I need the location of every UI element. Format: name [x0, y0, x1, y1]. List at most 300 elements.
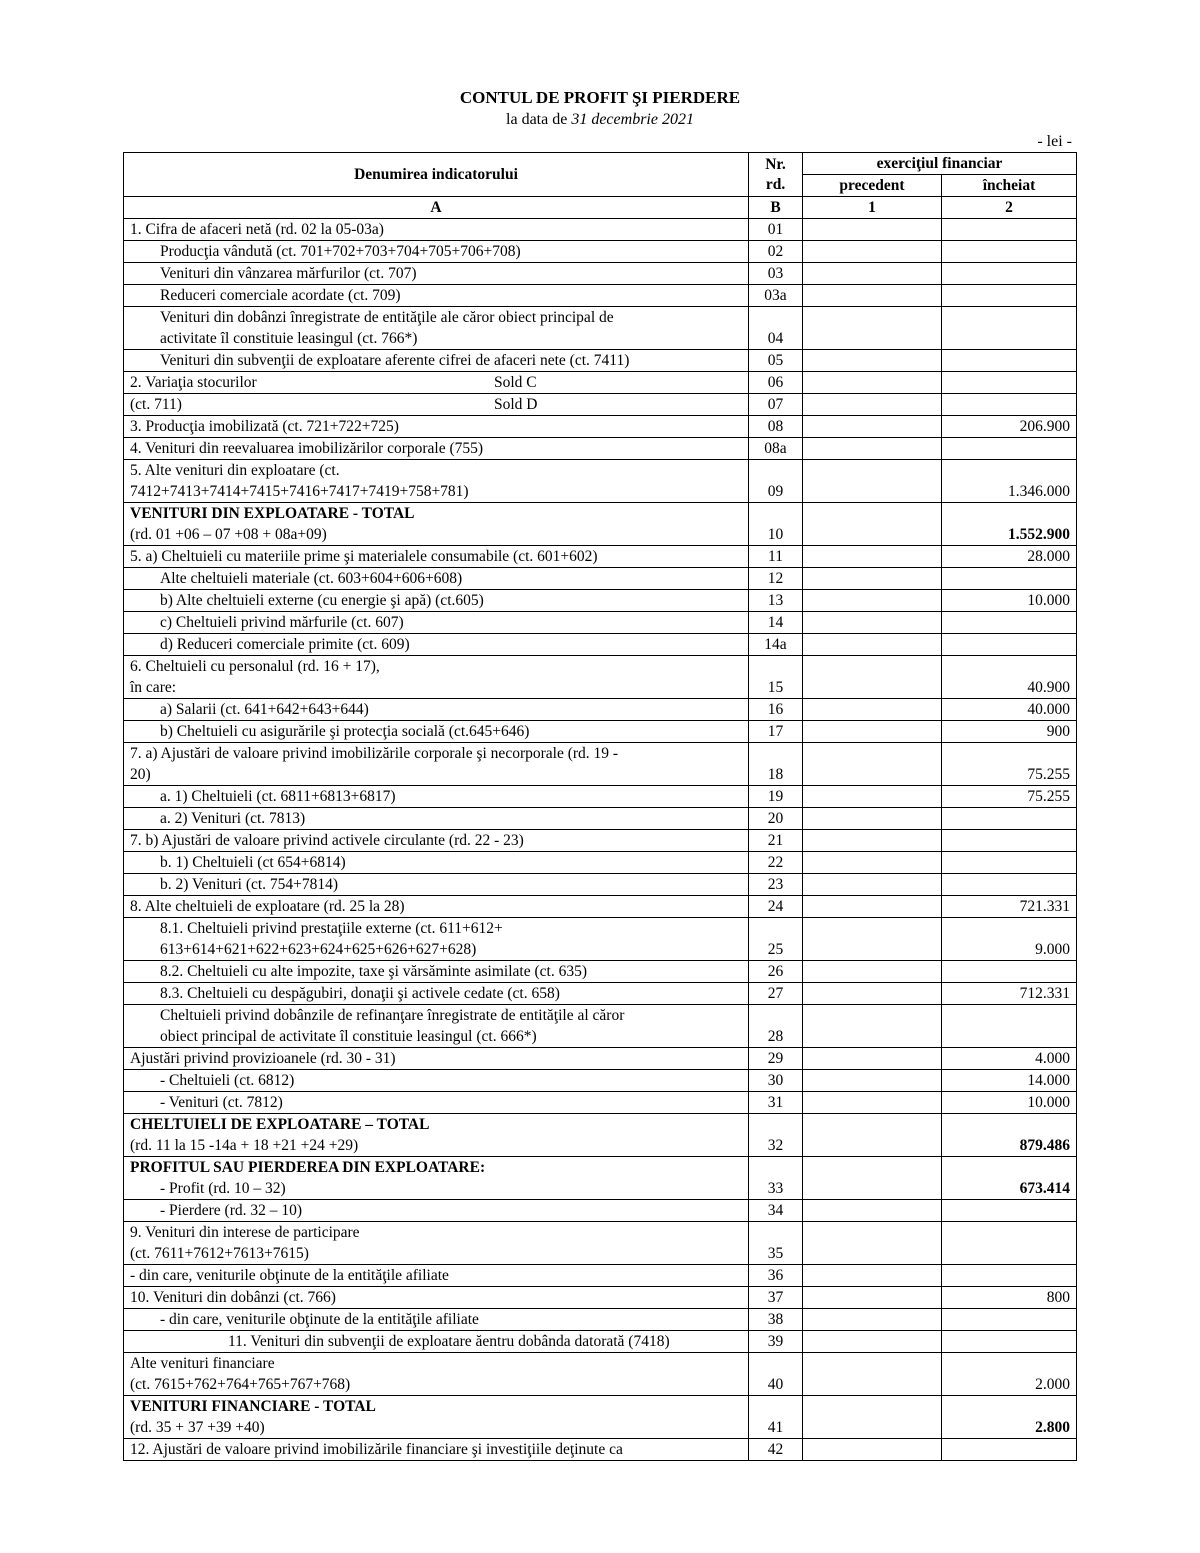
row-label-line1: d) Reduceri comerciale primite (ct. 609) [160, 636, 410, 653]
row-number: 39 [749, 1331, 803, 1353]
row-value-closed: 206.900 [942, 416, 1077, 438]
table-row [124, 786, 1077, 808]
row-value-closed [942, 1331, 1077, 1353]
row-value-closed [942, 394, 1077, 416]
row-number: 12 [749, 568, 803, 590]
row-label-line1: Reduceri comerciale acordate (ct. 709) [160, 287, 401, 304]
row-label-line1: 7. a) Ajustări de valoare privind imobilizările corporale şi necorporale (rd. 19 - [130, 745, 619, 762]
table-row [124, 743, 1077, 786]
row-value-previous [803, 1287, 942, 1309]
row-value-previous [803, 896, 942, 918]
row-label-line1: 10. Venituri din dobânzi (ct. 766) [130, 1289, 336, 1306]
row-label-line2: (ct. 7615+762+764+765+767+768) [130, 1376, 351, 1393]
table-row [124, 612, 1077, 634]
row-number: 40 [749, 1353, 803, 1396]
row-label-line1: VENITURI DIN EXPLOATARE - TOTAL [130, 505, 415, 522]
row-label-line2: activitate îl constituie leasingul (ct. 766*) [160, 330, 418, 347]
row-value-closed [942, 438, 1077, 460]
row-number: 21 [749, 830, 803, 852]
row-indicator [124, 1309, 749, 1331]
row-label-line1: 5. a) Cheltuieli cu materiile prime şi materialele consumabile (ct. 601+602) [130, 548, 598, 565]
table-row [124, 983, 1077, 1005]
page-title: CONTUL DE PROFIT ŞI PIERDERE [459, 88, 741, 107]
row-label-line1: - Pierdere (rd. 32 – 10) [160, 1202, 303, 1219]
row-label-line1: a. 2) Venituri (ct. 7813) [160, 810, 306, 827]
table-row [124, 1114, 1077, 1157]
row-number: 08a [749, 438, 803, 460]
subtitle-prefix: la data de [506, 111, 568, 128]
table-row [124, 852, 1077, 874]
table-row [124, 590, 1077, 612]
row-number: 32 [749, 1114, 803, 1157]
row-indicator [124, 1287, 749, 1309]
row-indicator [124, 1048, 749, 1070]
row-value-previous [803, 874, 942, 896]
row-label-line2: (rd. 01 +06 – 07 +08 + 08a+09) [130, 526, 327, 543]
row-number: 14 [749, 612, 803, 634]
row-number: 03a [749, 285, 803, 307]
row-indicator [124, 546, 749, 568]
row-value-previous [803, 852, 942, 874]
row-indicator [124, 350, 749, 372]
row-label-line1: Alte venituri financiare [130, 1355, 275, 1372]
row-label-line1: (ct. 711) [130, 396, 182, 413]
row-value-closed: 4.000 [942, 1048, 1077, 1070]
row-value-previous [803, 1396, 942, 1439]
row-value-previous [803, 438, 942, 460]
table-row [124, 460, 1077, 503]
row-indicator [124, 830, 749, 852]
row-label-line2: 613+614+621+622+623+624+625+626+627+628) [160, 941, 477, 958]
col-letter-b: B [749, 197, 803, 219]
row-label-line1: - Cheltuieli (ct. 6812) [160, 1072, 295, 1089]
row-indicator [124, 918, 749, 961]
row-value-previous [803, 634, 942, 656]
row-value-closed [942, 1265, 1077, 1287]
row-value-closed: 2.800 [942, 1396, 1077, 1439]
table-row [124, 263, 1077, 285]
row-number: 31 [749, 1092, 803, 1114]
row-value-closed [942, 307, 1077, 350]
row-value-previous [803, 656, 942, 699]
row-number: 36 [749, 1265, 803, 1287]
row-label-line1: 11. Venituri din subvenţii de exploatare ăentru dobânda datorată (7418) [228, 1333, 670, 1350]
row-number: 04 [749, 307, 803, 350]
table-row [124, 1092, 1077, 1114]
row-value-previous [803, 1331, 942, 1353]
table-row [124, 961, 1077, 983]
row-label-line1: a. 1) Cheltuieli (ct. 6811+6813+6817) [160, 788, 396, 805]
table-row [124, 1005, 1077, 1048]
row-number: 05 [749, 350, 803, 372]
row-value-previous [803, 416, 942, 438]
table-row [124, 699, 1077, 721]
row-indicator [124, 263, 749, 285]
row-value-previous [803, 721, 942, 743]
row-label-line1: Alte cheltuieli materiale (ct. 603+604+606+608) [160, 570, 463, 587]
row-value-previous [803, 460, 942, 503]
row-indicator [124, 1092, 749, 1114]
row-value-previous [803, 983, 942, 1005]
row-label-line1: b) Alte cheltuieli externe (cu energie şi apă) (ct.605) [160, 592, 484, 609]
table-row [124, 416, 1077, 438]
table-row [124, 1070, 1077, 1092]
row-value-previous [803, 1200, 942, 1222]
row-number: 30 [749, 1070, 803, 1092]
row-number: 28 [749, 1005, 803, 1048]
row-value-closed [942, 1222, 1077, 1265]
row-label-line1: Cheltuieli privind dobânzile de refinanţare înregistrate de entităţile al căror [160, 1007, 625, 1024]
row-value-previous [803, 918, 942, 961]
row-label-line2: - Profit (rd. 10 – 32) [160, 1180, 286, 1197]
row-number: 35 [749, 1222, 803, 1265]
row-indicator [124, 1222, 749, 1265]
row-number: 07 [749, 394, 803, 416]
row-indicator [124, 568, 749, 590]
table-row [124, 1331, 1077, 1353]
table-row [124, 438, 1077, 460]
row-number: 02 [749, 241, 803, 263]
row-indicator [124, 743, 749, 786]
table-row [124, 874, 1077, 896]
row-value-closed [942, 350, 1077, 372]
row-value-closed: 10.000 [942, 1092, 1077, 1114]
row-label-line1: PROFITUL SAU PIERDEREA DIN EXPLOATARE: [130, 1159, 486, 1176]
row-value-previous [803, 568, 942, 590]
row-value-closed [942, 874, 1077, 896]
row-label-line1: 3. Producţia imobilizată (ct. 721+722+725) [130, 418, 399, 435]
row-number: 37 [749, 1287, 803, 1309]
row-value-closed [942, 285, 1077, 307]
row-indicator [124, 983, 749, 1005]
row-label-line1: b. 1) Cheltuieli (ct 654+6814) [160, 854, 346, 871]
table-row [124, 896, 1077, 918]
row-indicator [124, 656, 749, 699]
row-indicator [124, 1157, 749, 1200]
col-header-closed: încheiat [942, 175, 1077, 197]
row-indicator [124, 1070, 749, 1092]
row-indicator [124, 961, 749, 983]
row-indicator [124, 808, 749, 830]
row-indicator [124, 590, 749, 612]
row-value-previous [803, 786, 942, 808]
table-row [124, 656, 1077, 699]
row-value-previous [803, 961, 942, 983]
row-indicator [124, 438, 749, 460]
row-label-line1: 8. Alte cheltuieli de exploatare (rd. 25 la 28) [130, 898, 405, 915]
row-label-line1: a) Salarii (ct. 641+642+643+644) [160, 701, 369, 718]
row-number: 18 [749, 743, 803, 786]
table-row [124, 1222, 1077, 1265]
row-label-line2: (rd. 11 la 15 -14a + 18 +21 +24 +29) [130, 1137, 359, 1154]
row-value-closed [942, 263, 1077, 285]
table-row [124, 1353, 1077, 1396]
col-letter-a: A [124, 197, 749, 219]
row-label-line1: 9. Venituri din interese de participare [130, 1224, 360, 1241]
row-value-previous [803, 699, 942, 721]
row-value-closed [942, 830, 1077, 852]
row-indicator [124, 852, 749, 874]
row-indicator [124, 219, 749, 241]
row-indicator [124, 1353, 749, 1396]
row-label-line1: 6. Cheltuieli cu personalul (rd. 16 + 17), [130, 658, 380, 675]
row-number: 20 [749, 808, 803, 830]
row-number: 19 [749, 786, 803, 808]
row-label-line1: Ajustări privind provizioanele (rd. 30 - 31) [130, 1050, 396, 1067]
row-value-closed: 1.346.000 [942, 460, 1077, 503]
row-value-previous [803, 1070, 942, 1092]
table-row [124, 918, 1077, 961]
table-row [124, 1439, 1077, 1461]
row-indicator [124, 786, 749, 808]
row-value-closed: 40.000 [942, 699, 1077, 721]
row-number: 08 [749, 416, 803, 438]
row-number: 10 [749, 503, 803, 546]
row-value-previous [803, 1353, 942, 1396]
row-label-line2: obiect principal de activitate îl constituie leasingul (ct. 666*) [160, 1028, 537, 1045]
row-number: 33 [749, 1157, 803, 1200]
row-label-line1: 5. Alte venituri din exploatare (ct. [130, 462, 340, 479]
row-value-previous [803, 503, 942, 546]
subtitle-date: 31 decembrie 2021 [571, 111, 694, 128]
row-label-line1: 7. b) Ajustări de valoare privind activele circulante (rd. 22 - 23) [130, 832, 524, 849]
row-value-previous [803, 241, 942, 263]
row-value-closed [942, 852, 1077, 874]
row-value-previous [803, 1157, 942, 1200]
row-value-closed: 900 [942, 721, 1077, 743]
row-number: 14a [749, 634, 803, 656]
row-indicator [124, 1439, 749, 1461]
row-label-line1: b. 2) Venituri (ct. 754+7814) [160, 876, 339, 893]
row-value-previous [803, 830, 942, 852]
table-row [124, 350, 1077, 372]
table-row [124, 1265, 1077, 1287]
row-indicator [124, 416, 749, 438]
col-letter-2: 2 [942, 197, 1077, 219]
row-sold-label: Sold D [494, 396, 538, 413]
row-value-closed: 28.000 [942, 546, 1077, 568]
row-value-closed: 879.486 [942, 1114, 1077, 1157]
row-label-line1: 8.2. Cheltuieli cu alte impozite, taxe şi vărsăminte asimilate (ct. 635) [160, 963, 587, 980]
row-number: 09 [749, 460, 803, 503]
row-number: 17 [749, 721, 803, 743]
row-indicator [124, 1114, 749, 1157]
table-row [124, 808, 1077, 830]
row-value-closed: 75.255 [942, 743, 1077, 786]
row-value-previous [803, 1114, 942, 1157]
row-indicator [124, 503, 749, 546]
table-row [124, 1157, 1077, 1200]
row-value-previous [803, 612, 942, 634]
row-value-closed [942, 241, 1077, 263]
row-number: 13 [749, 590, 803, 612]
row-number: 27 [749, 983, 803, 1005]
table-row [124, 1200, 1077, 1222]
row-label-line1: b) Cheltuieli cu asigurările şi protecţia socială (ct.645+646) [160, 723, 530, 740]
row-label-line1: 12. Ajustări de valoare privind imobilizările financiare şi investiţiile deţinute ca [130, 1441, 623, 1458]
row-label-line1: - din care, veniturile obţinute de la entităţile afiliate [160, 1311, 479, 1328]
row-indicator [124, 874, 749, 896]
row-label-line1: Venituri din subvenţii de exploatare aferente cifrei de afaceri nete (ct. 7411) [160, 352, 630, 369]
row-number: 25 [749, 918, 803, 961]
row-value-closed [942, 808, 1077, 830]
row-label-line2: în care: [130, 679, 177, 696]
row-indicator [124, 241, 749, 263]
row-number: 16 [749, 699, 803, 721]
row-value-previous [803, 1439, 942, 1461]
row-indicator [124, 1005, 749, 1048]
row-label-line2: (ct. 7611+7612+7613+7615) [130, 1245, 309, 1262]
row-label-line2: 7412+7413+7414+7415+7416+7417+7419+758+781) [130, 483, 469, 500]
table-row [124, 1396, 1077, 1439]
row-number: 38 [749, 1309, 803, 1331]
row-indicator [124, 307, 749, 350]
row-number: 01 [749, 219, 803, 241]
table-row [124, 1048, 1077, 1070]
row-indicator [124, 285, 749, 307]
row-value-previous [803, 372, 942, 394]
row-value-closed: 721.331 [942, 896, 1077, 918]
table-row [124, 1287, 1077, 1309]
row-number: 24 [749, 896, 803, 918]
col-header-exercise: exerciţiul financiar [803, 153, 1077, 175]
row-value-closed: 40.900 [942, 656, 1077, 699]
row-number: 34 [749, 1200, 803, 1222]
col-header-nr [749, 153, 803, 197]
col-letter-1: 1 [803, 197, 942, 219]
table-row [124, 394, 1077, 416]
table-row [124, 307, 1077, 350]
row-value-closed: 75.255 [942, 786, 1077, 808]
row-value-closed: 14.000 [942, 1070, 1077, 1092]
row-indicator [124, 460, 749, 503]
row-sold-label: Sold C [494, 374, 537, 391]
row-value-closed [942, 372, 1077, 394]
page-subtitle [0, 111, 1200, 129]
row-number: 41 [749, 1396, 803, 1439]
row-value-previous [803, 546, 942, 568]
row-value-previous [803, 1309, 942, 1331]
row-number: 29 [749, 1048, 803, 1070]
row-value-previous [803, 808, 942, 830]
row-value-previous [803, 1265, 942, 1287]
row-value-closed: 800 [942, 1287, 1077, 1309]
row-indicator [124, 372, 749, 394]
row-indicator [124, 1200, 749, 1222]
row-label-line1: 2. Variaţia stocurilor [130, 374, 257, 391]
table-row [124, 634, 1077, 656]
row-number: 26 [749, 961, 803, 983]
row-value-previous [803, 307, 942, 350]
row-indicator [124, 394, 749, 416]
row-label-line2: 20) [130, 766, 151, 783]
row-value-closed [942, 1309, 1077, 1331]
row-label-line1: VENITURI FINANCIARE - TOTAL [130, 1398, 376, 1415]
table-row [124, 830, 1077, 852]
table-row [124, 241, 1077, 263]
table-row [124, 721, 1077, 743]
table-row [124, 1309, 1077, 1331]
row-label-line2: (rd. 35 + 37 +39 +40) [130, 1419, 265, 1436]
row-indicator [124, 1265, 749, 1287]
row-value-closed: 9.000 [942, 918, 1077, 961]
col-header-nr-line1: Nr. [765, 155, 786, 173]
row-value-closed: 1.552.900 [942, 503, 1077, 546]
row-value-previous [803, 394, 942, 416]
row-indicator [124, 896, 749, 918]
col-header-nr-line2: rd. [765, 175, 786, 193]
row-indicator [124, 1396, 749, 1439]
row-value-closed: 2.000 [942, 1353, 1077, 1396]
row-number: 23 [749, 874, 803, 896]
row-number: 42 [749, 1439, 803, 1461]
currency-unit: - lei - [1037, 133, 1072, 150]
row-value-closed [942, 1005, 1077, 1048]
row-label-line1: - din care, veniturile obţinute de la entităţile afiliate [130, 1267, 449, 1284]
row-label-line1: Venituri din dobânzi înregistrate de entităţile ale căror obiect principal de [160, 309, 614, 326]
row-value-previous [803, 1092, 942, 1114]
row-value-closed [942, 1439, 1077, 1461]
row-value-closed [942, 634, 1077, 656]
row-value-closed: 673.414 [942, 1157, 1077, 1200]
row-number: 22 [749, 852, 803, 874]
col-header-previous: precedent [803, 175, 942, 197]
row-number: 15 [749, 656, 803, 699]
table-row [124, 285, 1077, 307]
row-value-previous [803, 1005, 942, 1048]
table-row [124, 503, 1077, 546]
row-value-closed: 712.331 [942, 983, 1077, 1005]
row-value-previous [803, 263, 942, 285]
row-label-line1: 1. Cifra de afaceri netă (rd. 02 la 05-03a) [130, 221, 384, 238]
row-value-closed [942, 612, 1077, 634]
row-number: 06 [749, 372, 803, 394]
row-value-closed: 10.000 [942, 590, 1077, 612]
table-row [124, 546, 1077, 568]
row-value-previous [803, 1222, 942, 1265]
profit-loss-table [123, 152, 1077, 1461]
row-value-previous [803, 1048, 942, 1070]
row-label-line1: 4. Venituri din reevaluarea imobilizărilor corporale (755) [130, 440, 484, 457]
row-label-line1: 8.3. Cheltuieli cu despăgubiri, donaţii şi activele cedate (ct. 658) [160, 985, 560, 1002]
table-row [124, 568, 1077, 590]
row-value-closed [942, 1200, 1077, 1222]
row-label-line1: Venituri din vânzarea mărfurilor (ct. 707) [160, 265, 417, 282]
row-number: 03 [749, 263, 803, 285]
row-value-closed [942, 219, 1077, 241]
row-value-previous [803, 219, 942, 241]
row-label-line1: Producţia vândută (ct. 701+702+703+704+705+706+708) [160, 243, 521, 260]
table-row [124, 219, 1077, 241]
row-indicator [124, 721, 749, 743]
row-value-previous [803, 743, 942, 786]
row-label-line1: 8.1. Cheltuieli privind prestaţiile externe (ct. 611+612+ [160, 920, 503, 937]
row-label-line1: - Venituri (ct. 7812) [160, 1094, 283, 1111]
row-value-previous [803, 590, 942, 612]
table-row [124, 372, 1077, 394]
row-indicator [124, 699, 749, 721]
row-indicator [124, 634, 749, 656]
row-value-closed [942, 961, 1077, 983]
col-header-indicator: Denumirea indicatorului [124, 153, 749, 197]
row-number: 11 [749, 546, 803, 568]
row-value-previous [803, 285, 942, 307]
row-value-closed [942, 568, 1077, 590]
row-indicator [124, 1331, 749, 1353]
row-label-line1: CHELTUIELI DE EXPLOATARE – TOTAL [130, 1116, 430, 1133]
row-value-previous [803, 350, 942, 372]
row-label-line1: c) Cheltuieli privind mărfurile (ct. 607) [160, 614, 404, 631]
